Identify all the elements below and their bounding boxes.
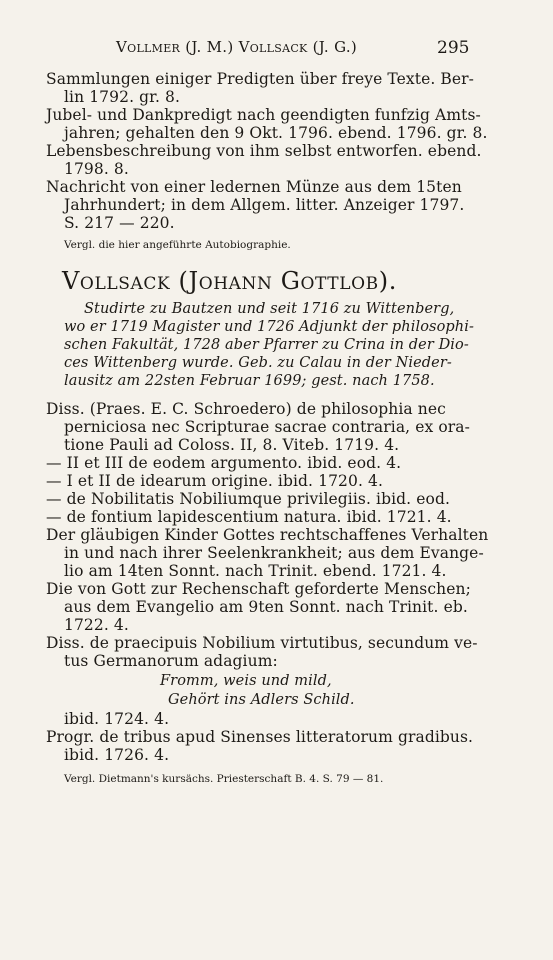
text-line: S. 217 — 220. xyxy=(64,214,175,232)
work-line: Progr. de tribus apud Sinenses litteratorum gradibus. xyxy=(46,728,474,746)
text-line: jahren; gehalten den 9 Okt. 1796. ebend. 1796. gr. 8. xyxy=(64,124,488,142)
motto-line: Gehört ins Adlers Schild. xyxy=(168,692,355,708)
page-number: 295 xyxy=(437,38,470,58)
text-line: Lebensbeschreibung von ihm selbst entworfen. ebend. xyxy=(46,142,482,160)
text-line: Nachricht von einer ledernen Münze aus dem 15ten xyxy=(46,178,462,196)
work-line: ibid. 1724. 4. xyxy=(64,710,170,728)
work-line: ibid. 1726. 4. xyxy=(64,746,170,764)
work-line: Diss. de praecipuis Nobilium virtutibus, secundum ve- xyxy=(46,634,478,652)
work-line: perniciosa nec Scripturae sacrae contraria, ex ora- xyxy=(64,418,470,436)
text-line: Jahrhundert; in dem Allgem. litter. Anzeiger 1797. xyxy=(64,196,465,214)
work-line: in und nach ihrer Seelenkrankheit; aus dem Evange- xyxy=(64,544,484,562)
work-line: Diss. (Praes. E. C. Schroedero) de philosophia nec xyxy=(46,400,446,418)
text-line: lin 1792. gr. 8. xyxy=(64,88,180,106)
running-head: Vollmer (J. M.) Vollsack (J. G.) xyxy=(116,38,358,56)
work-line: Der gläubigen Kinder Gottes rechtschaffenes Verhalten xyxy=(46,526,489,544)
work-line: — de fontium lapidescentium natura. ibid. 1721. 4. xyxy=(46,508,452,526)
text-line: Sammlungen einiger Predigten über freye Texte. Ber- xyxy=(46,70,475,88)
work-line: — II et III de eodem argumento. ibid. eod. 4. xyxy=(46,454,402,472)
biography-line: wo er 1719 Magister und 1726 Adjunkt der philosophi- xyxy=(64,319,474,335)
motto-line: Fromm, weis und mild, xyxy=(160,673,332,689)
work-line: Die von Gott zur Rechenschaft geforderte Menschen; xyxy=(46,580,471,598)
biography-line: lausitz am 22sten Februar 1699; gest. nach 1758. xyxy=(64,373,435,389)
work-line: — de Nobilitatis Nobiliumque privilegiis. ibid. eod. xyxy=(46,490,450,508)
text-line: Jubel- und Dankpredigt nach geendigten funfzig Amts- xyxy=(46,106,481,124)
text-line: 1798. 8. xyxy=(64,160,129,178)
work-line: tus Germanorum adagium: xyxy=(64,652,278,670)
biography-line: ces Wittenberg wurde. Geb. zu Calau in der Nieder- xyxy=(64,355,452,371)
work-line: tione Pauli ad Coloss. II, 8. Viteb. 1719. 4. xyxy=(64,436,400,454)
work-line: aus dem Evangelio am 9ten Sonnt. nach Trinit. eb. xyxy=(64,598,468,616)
work-line: lio am 14ten Sonnt. nach Trinit. ebend. 1721. 4. xyxy=(64,562,447,580)
reference-note: Vergl. Dietmann's kursächs. Priesterschaft B. 4. S. 79 — 81. xyxy=(64,773,384,785)
work-line: — I et II de idearum origine. ibid. 1720. 4. xyxy=(46,472,383,490)
reference-note: Vergl. die hier angeführte Autobiographie. xyxy=(64,239,291,251)
biography-line: schen Fakultät, 1728 aber Pfarrer zu Crina in der Dio- xyxy=(64,337,469,353)
biography-line: Studirte zu Bautzen und seit 1716 zu Wittenberg, xyxy=(84,301,455,317)
work-line: 1722. 4. xyxy=(64,616,129,634)
entry-title: Vollsack (Johann Gottlob). xyxy=(62,267,397,295)
